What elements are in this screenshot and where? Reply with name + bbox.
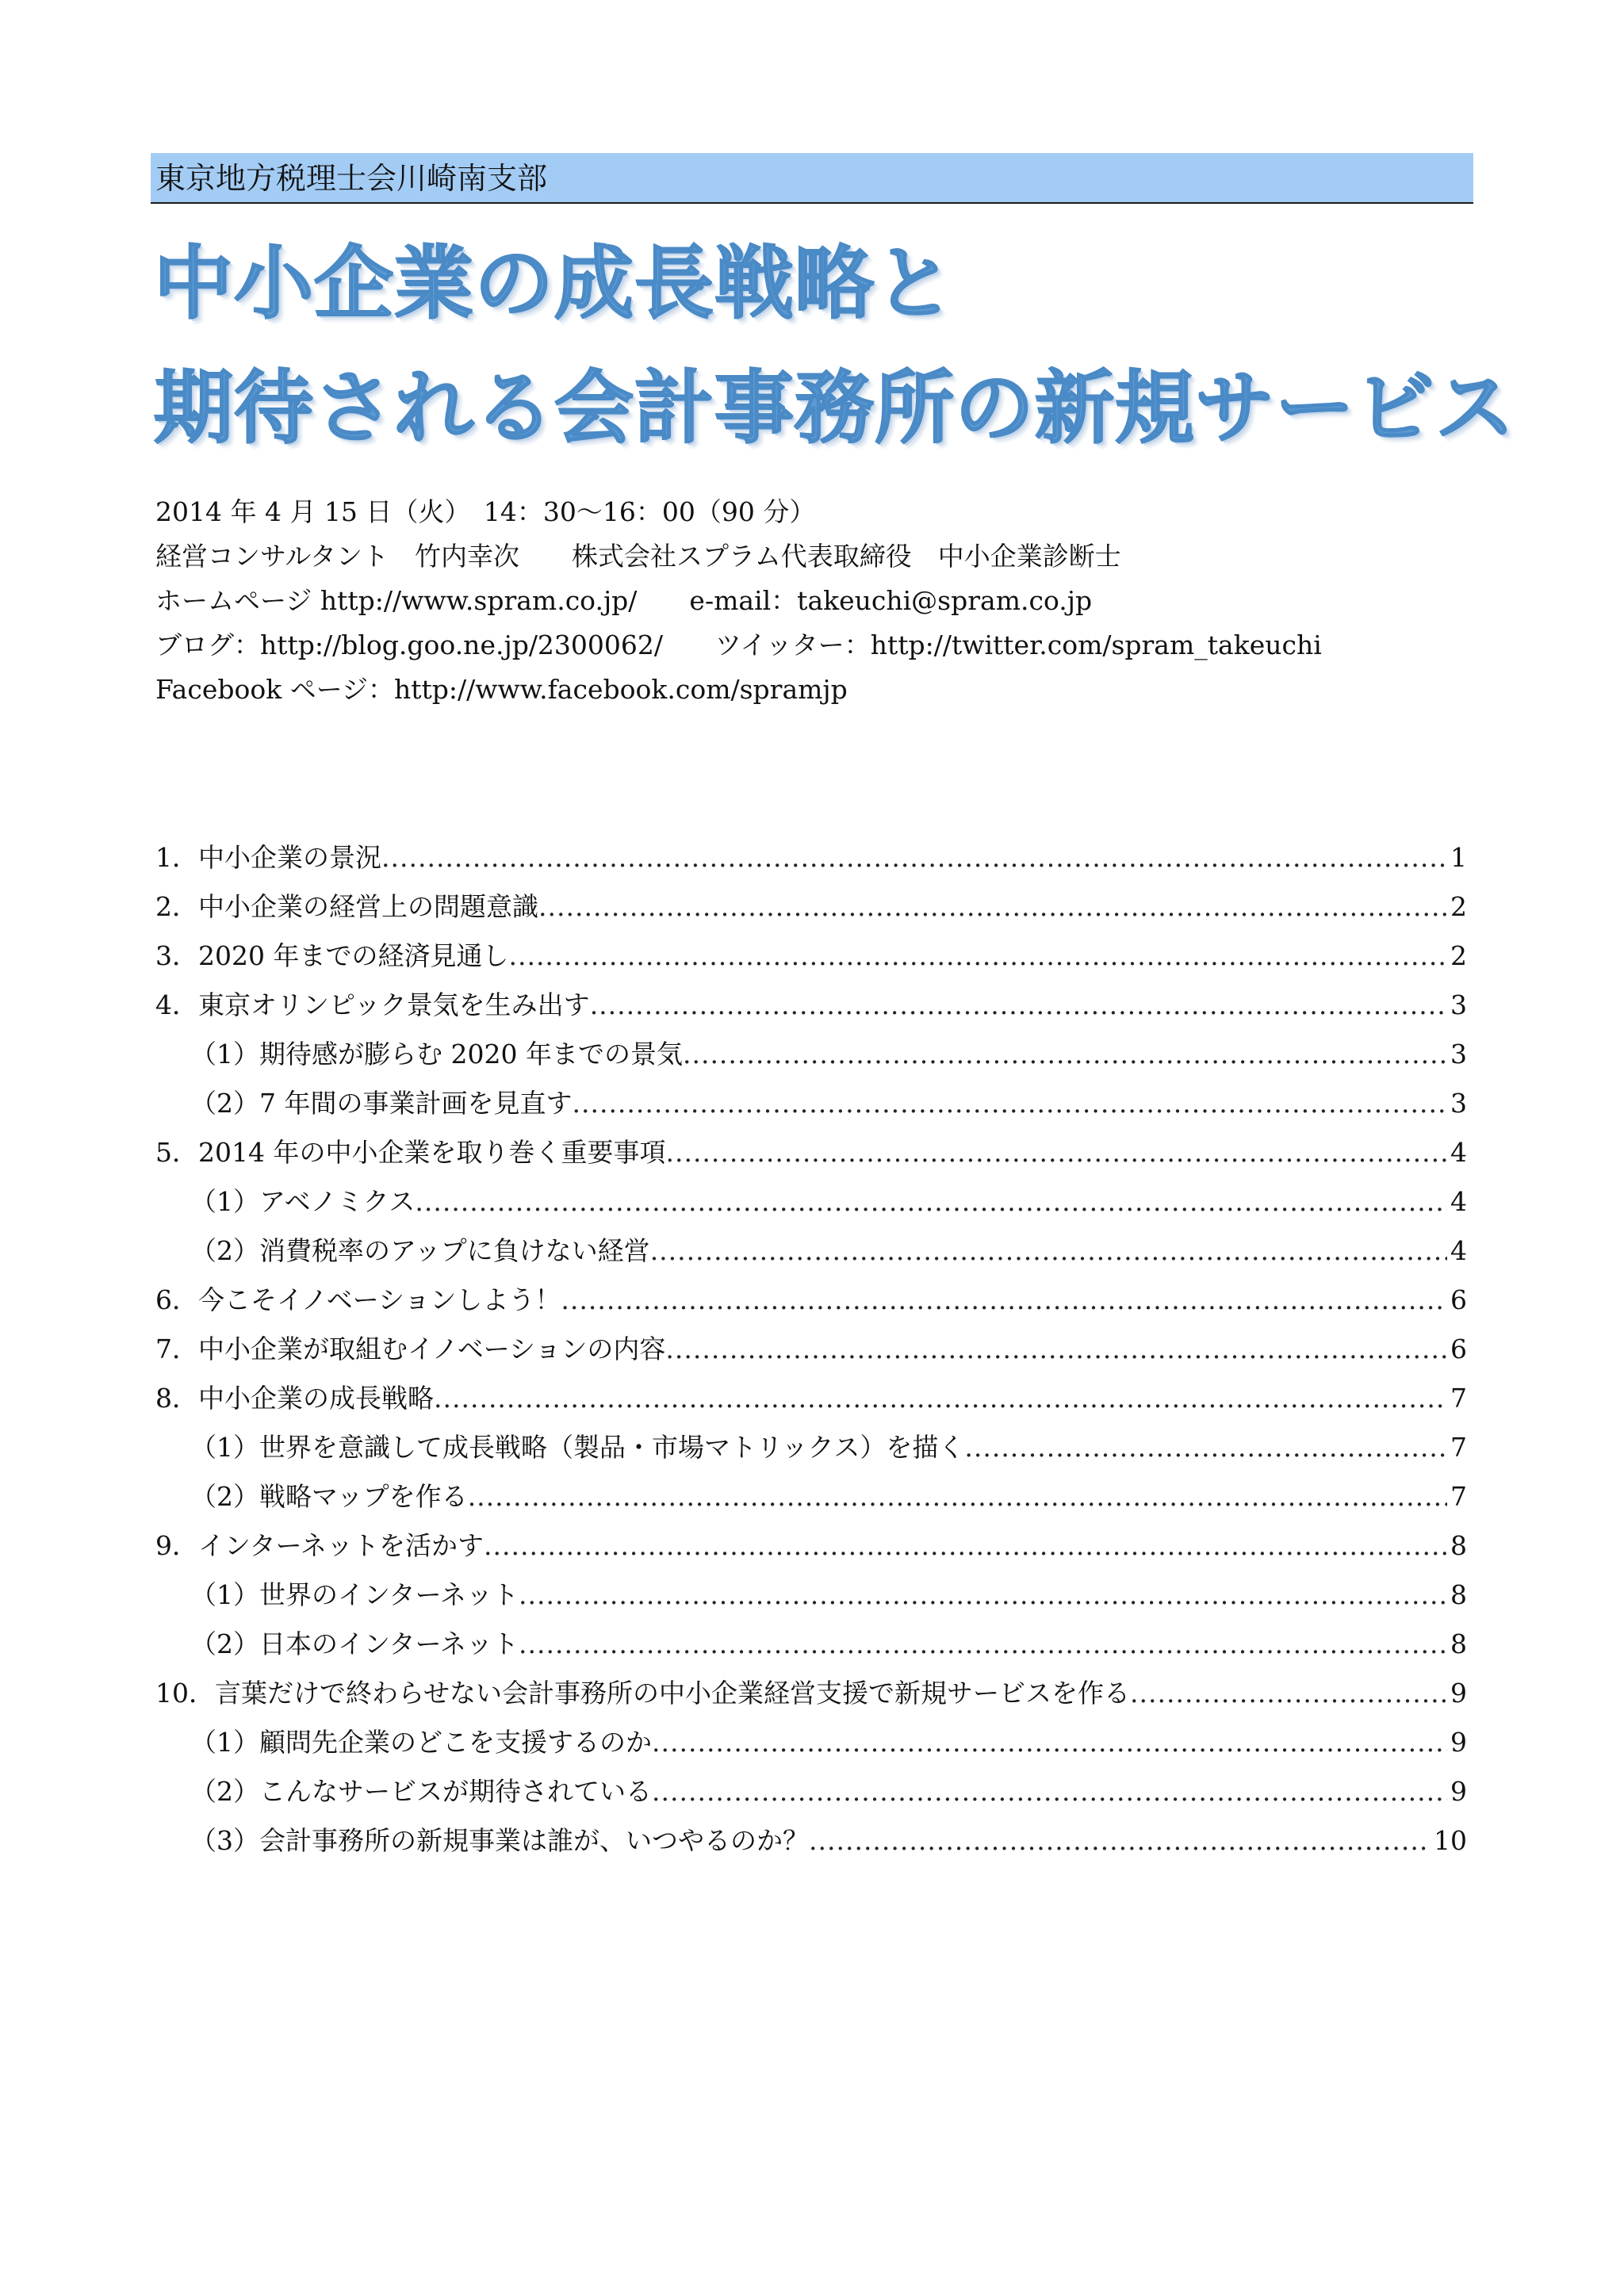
toc-entry-page: 8 (1450, 1530, 1467, 1561)
toc-entry-page: 10 (1434, 1825, 1467, 1856)
toc-leader-dots (1130, 1669, 1447, 1718)
document-title-line-1: 中小企業の成長戦略と (154, 237, 955, 330)
toc-entry-label: （2）戦略マップを作る (190, 1481, 468, 1512)
toc-entry-page: 4 (1450, 1235, 1467, 1266)
toc-entry-page: 9 (1450, 1727, 1467, 1758)
toc-entry[interactable] (155, 833, 1467, 882)
toc-leader-dots (964, 1423, 1447, 1472)
homepage-email: ホームページ http://www.spram.co.jp/ e-mail：takeuchi@spram.co.jp (155, 585, 1093, 616)
toc-entry[interactable] (155, 1718, 1467, 1767)
toc-leader-dots (484, 1521, 1447, 1571)
toc-leader-dots (652, 1767, 1447, 1816)
toc-entry-label: （3）会計事務所の新規事業は誰が、いつやるのか？ (190, 1825, 809, 1856)
toc-entry-page: 2 (1450, 940, 1467, 971)
toc-leader-dots (590, 981, 1447, 1030)
toc-entry-label: 5．2014 年の中小企業を取り巻く重要事項 (155, 1137, 666, 1168)
toc-entry[interactable] (155, 1079, 1467, 1128)
blog-twitter: ブログ：http://blog.goo.ne.jp/2300062/ ツイッター：http://twitter.com/spram_takeuchi (155, 629, 1322, 660)
toc-entry-page: 8 (1450, 1628, 1467, 1659)
toc-entry-label: （1）期待感が膨らむ 2020 年までの景気 (190, 1039, 683, 1070)
toc-entry[interactable] (155, 1226, 1467, 1276)
toc-entry-label: （1）顧問先企業のどこを支援するのか (190, 1727, 652, 1758)
author-info: 経営コンサルタント 竹内幸次 株式会社スプラム代表取締役 中小企業診断士 (155, 541, 1121, 572)
toc-entry-page: 4 (1450, 1186, 1467, 1217)
seminar-date: 2014 年 4 月 15 日（火） 14：30〜16：00（90 分） (155, 496, 816, 527)
toc-entry[interactable] (155, 1374, 1467, 1423)
toc-leader-dots (468, 1472, 1447, 1521)
toc-entry-page: 7 (1450, 1432, 1467, 1463)
toc-entry-label: 1．中小企業の景況 (155, 842, 381, 873)
toc-leader-dots (652, 1718, 1447, 1767)
toc-entry-label: （2）消費税率のアップに負けない経営 (190, 1235, 650, 1266)
toc-entry-label: （2）7 年間の事業計画を見直す (190, 1088, 573, 1119)
toc-entry-label: （1）世界のインターネット (190, 1579, 519, 1610)
toc-leader-dots (683, 1030, 1447, 1079)
toc-entry[interactable] (155, 1128, 1467, 1177)
document-title-line-2: 期待される会計事務所の新規サービス (154, 362, 1515, 454)
toc-entry-page: 6 (1450, 1284, 1467, 1315)
toc-entry-page: 1 (1450, 842, 1467, 873)
toc-entry-label: 3．2020 年までの経済見通し (155, 940, 509, 971)
toc-leader-dots (415, 1177, 1447, 1226)
toc-entry-page: 7 (1450, 1481, 1467, 1512)
toc-leader-dots (561, 1276, 1447, 1325)
toc-entry[interactable] (155, 1620, 1467, 1669)
toc-leader-dots (519, 1620, 1447, 1669)
toc-entry[interactable] (155, 1816, 1467, 1866)
toc-leader-dots (434, 1374, 1447, 1423)
toc-entry-page: 8 (1450, 1579, 1467, 1610)
toc-leader-dots (519, 1571, 1447, 1620)
toc-leader-dots (665, 1325, 1447, 1374)
toc-entry-page: 9 (1450, 1678, 1467, 1709)
toc-leader-dots (650, 1226, 1447, 1276)
toc-entry[interactable] (155, 1177, 1467, 1226)
toc-entry-label: （2）こんなサービスが期待されている (190, 1776, 652, 1807)
toc-entry-label: （1）世界を意識して成長戦略（製品・市場マトリックス）を描く (190, 1432, 965, 1463)
toc-entry-page: 4 (1450, 1137, 1467, 1168)
toc-leader-dots (508, 932, 1447, 981)
toc-entry-page: 3 (1450, 1039, 1467, 1070)
toc-entry-label: 4．東京オリンピック景気を生み出す (155, 989, 590, 1020)
toc-entry-label: 9．インターネットを活かす (155, 1530, 485, 1561)
toc-entry[interactable] (155, 1669, 1467, 1718)
toc-entry-label: （1）アベノミクス (190, 1186, 416, 1217)
toc-leader-dots (809, 1816, 1431, 1866)
toc-entry[interactable] (155, 1521, 1467, 1571)
toc-entry-label: 6．今こそイノベーションしよう！ (155, 1284, 561, 1315)
toc-entry-page: 9 (1450, 1776, 1467, 1807)
toc-entry[interactable] (155, 981, 1467, 1030)
toc-entry-label: 10．言葉だけで終わらせない会計事務所の中小企業経営支援で新規サービスを作る (155, 1678, 1131, 1709)
toc-leader-dots (381, 833, 1447, 882)
toc-entry-page: 7 (1450, 1383, 1467, 1414)
toc-entry[interactable] (155, 1276, 1467, 1325)
document-meta (155, 490, 1472, 712)
toc-leader-dots (572, 1079, 1447, 1128)
toc-leader-dots (665, 1128, 1447, 1177)
toc-leader-dots (538, 882, 1447, 932)
toc-entry[interactable] (155, 1767, 1467, 1816)
toc-entry[interactable] (155, 1325, 1467, 1374)
toc-entry[interactable] (155, 932, 1467, 981)
facebook-page: Facebook ページ：http://www.facebook.com/spramjp (155, 674, 848, 705)
organization-header: 東京地方税理士会川崎南支部 (151, 153, 1473, 204)
toc-entry-page: 3 (1450, 989, 1467, 1020)
toc-entry-page: 2 (1450, 891, 1467, 922)
toc-entry[interactable] (155, 1030, 1467, 1079)
toc-entry-label: 8．中小企業の成長戦略 (155, 1383, 434, 1414)
toc-entry-label: 2．中小企業の経営上の問題意識 (155, 891, 538, 922)
toc-entry-page: 3 (1450, 1088, 1467, 1119)
table-of-contents (155, 833, 1467, 1866)
toc-entry-label: 7．中小企業が取組むイノベーションの内容 (155, 1334, 666, 1364)
toc-entry[interactable] (155, 882, 1467, 932)
toc-entry[interactable] (155, 1571, 1467, 1620)
toc-entry-label: （2）日本のインターネット (190, 1628, 519, 1659)
toc-entry[interactable] (155, 1423, 1467, 1472)
toc-entry[interactable] (155, 1472, 1467, 1521)
toc-entry-page: 6 (1450, 1334, 1467, 1364)
